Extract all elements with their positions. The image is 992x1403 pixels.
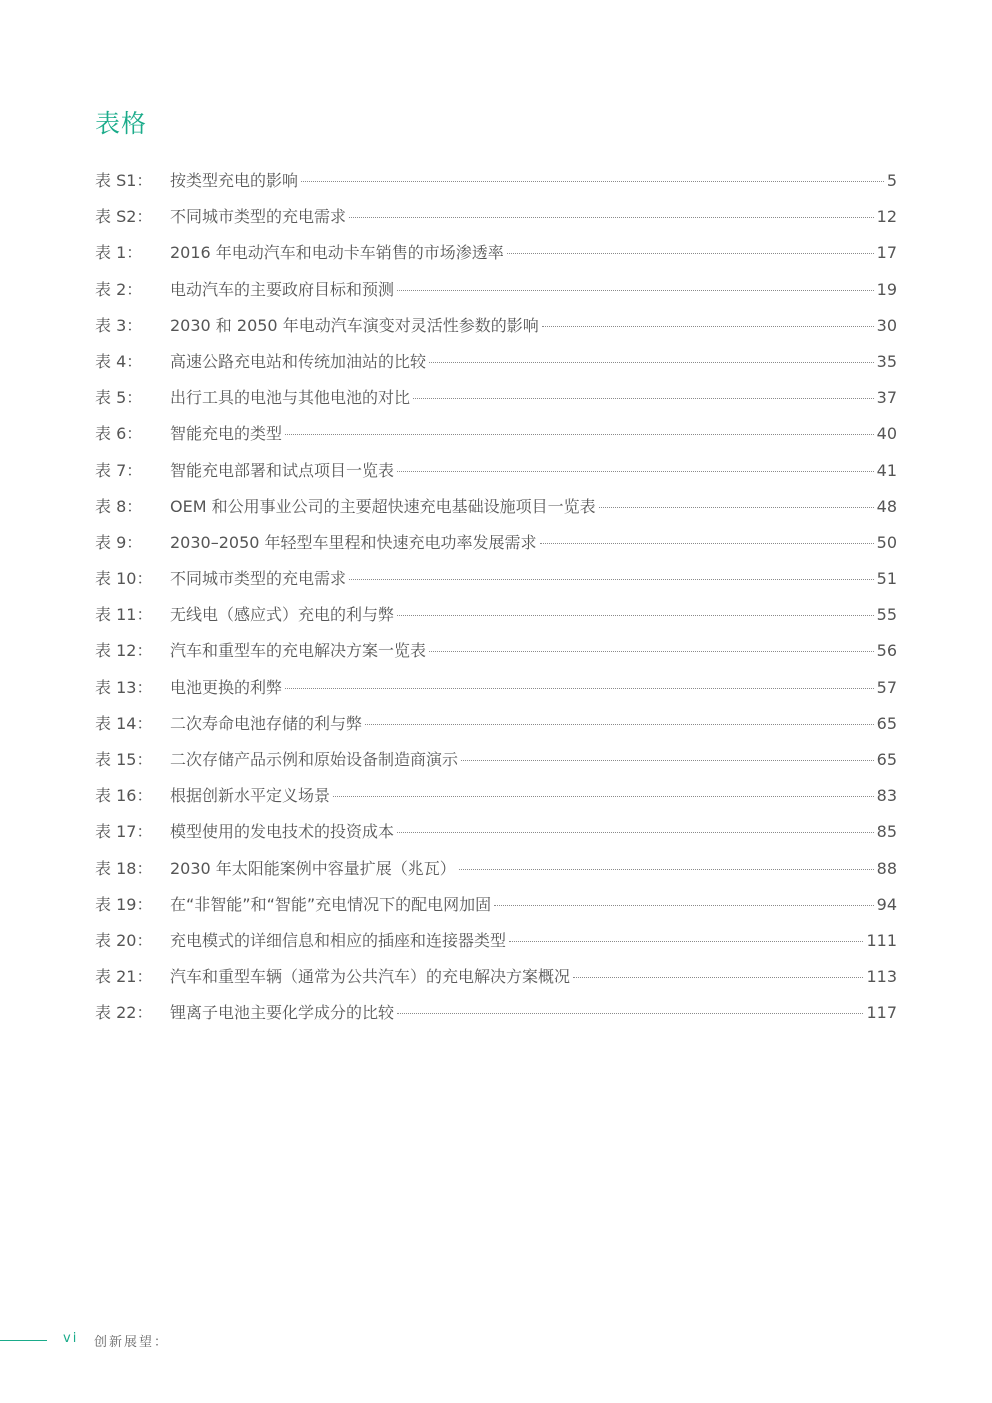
dot-leader bbox=[301, 181, 884, 182]
dot-leader bbox=[285, 434, 874, 435]
toc-entry[interactable] bbox=[95, 817, 897, 853]
dot-leader bbox=[429, 651, 874, 652]
toc-entry-label: 表 12： bbox=[95, 641, 153, 661]
toc-entry-page: 19 bbox=[876, 279, 897, 299]
toc-entry-title: 在“非智能”和“智能”充电情况下的配电网加固 bbox=[170, 894, 492, 914]
dot-leader bbox=[397, 290, 874, 291]
toc-entry-title: 不同城市类型的充电需求 bbox=[170, 569, 347, 589]
toc-entry[interactable] bbox=[95, 528, 897, 564]
toc-entry-page: 65 bbox=[876, 750, 897, 769]
toc-entry[interactable] bbox=[95, 202, 897, 238]
toc-entry-page: 85 bbox=[876, 822, 897, 842]
dot-leader bbox=[507, 253, 874, 254]
toc-entry-label: 表 9： bbox=[95, 532, 143, 552]
toc-entry[interactable] bbox=[95, 890, 897, 926]
toc-entry-label: 表 7： bbox=[95, 460, 143, 480]
toc-entry-title: 2030 和 2050 年电动汽车演变对灵活性参数的影响 bbox=[170, 315, 539, 335]
toc-entry-page: 50 bbox=[876, 532, 897, 552]
toc-entry[interactable] bbox=[95, 275, 897, 311]
toc-entry[interactable] bbox=[95, 564, 897, 600]
toc-entry-label: 表 22： bbox=[95, 1003, 153, 1023]
toc-entry[interactable] bbox=[95, 962, 897, 998]
dot-leader bbox=[573, 977, 863, 978]
toc-entry-page: 55 bbox=[876, 605, 897, 625]
toc-entry[interactable] bbox=[95, 709, 897, 745]
toc-entry-title: 不同城市类型的充电需求 bbox=[170, 207, 347, 227]
dot-leader bbox=[542, 326, 874, 327]
toc-entry-page: 41 bbox=[876, 460, 897, 480]
dot-leader bbox=[349, 579, 874, 580]
toc-entry-page: 117 bbox=[866, 1003, 897, 1023]
table-list bbox=[95, 166, 897, 1035]
toc-entry-title: 无线电（感应式）充电的利与弊 bbox=[170, 605, 395, 625]
toc-entry-title: 电动汽车的主要政府目标和预测 bbox=[170, 279, 395, 299]
dot-leader bbox=[397, 832, 874, 833]
toc-entry-page: 57 bbox=[876, 677, 897, 697]
toc-entry-title: 2030 年太阳能案例中容量扩展（兆瓦） bbox=[170, 858, 456, 878]
toc-entry[interactable] bbox=[95, 166, 897, 202]
toc-entry-title: 汽车和重型车的充电解决方案一览表 bbox=[170, 641, 427, 661]
dot-leader bbox=[461, 760, 874, 761]
toc-entry[interactable] bbox=[95, 456, 897, 492]
toc-entry-page: 37 bbox=[876, 388, 897, 408]
toc-entry-label: 表 16： bbox=[95, 786, 153, 806]
footer-rule bbox=[0, 1340, 47, 1341]
toc-entry-page: 48 bbox=[876, 496, 897, 516]
dot-leader bbox=[397, 1013, 863, 1014]
toc-entry-title: 智能充电部署和试点项目一览表 bbox=[170, 460, 395, 480]
toc-entry-label: 表 6： bbox=[95, 424, 143, 444]
toc-entry-page: 65 bbox=[876, 713, 897, 733]
toc-entry[interactable] bbox=[95, 311, 897, 347]
dot-leader bbox=[397, 615, 874, 616]
dot-leader bbox=[333, 796, 874, 797]
toc-entry-label: 表 21： bbox=[95, 967, 153, 987]
toc-entry-page: 17 bbox=[876, 243, 897, 263]
toc-entry-title: 按类型充电的影响 bbox=[170, 171, 299, 190]
toc-entry-page: 5 bbox=[886, 171, 897, 190]
toc-entry-label: 表 2： bbox=[95, 279, 143, 299]
toc-entry-title: 电池更换的利弊 bbox=[170, 677, 283, 697]
dot-leader bbox=[413, 398, 874, 399]
toc-entry-label: 表 4： bbox=[95, 351, 143, 371]
toc-entry-title: 二次寿命电池存储的利与弊 bbox=[170, 713, 363, 733]
toc-entry[interactable] bbox=[95, 347, 897, 383]
dot-leader bbox=[349, 217, 874, 218]
toc-entry-page: 35 bbox=[876, 351, 897, 371]
dot-leader bbox=[540, 543, 874, 544]
toc-entry-label: 表 5： bbox=[95, 388, 143, 408]
toc-entry-label: 表 15： bbox=[95, 750, 153, 769]
toc-entry-page: 83 bbox=[876, 786, 897, 806]
toc-entry-page: 88 bbox=[876, 858, 897, 878]
toc-entry[interactable] bbox=[95, 854, 897, 890]
toc-entry-label: 表 1： bbox=[95, 243, 143, 263]
toc-entry[interactable] bbox=[95, 926, 897, 962]
dot-leader bbox=[459, 869, 874, 870]
toc-entry-label: 表 S1： bbox=[95, 171, 153, 190]
dot-leader bbox=[285, 688, 874, 689]
toc-entry-title: 汽车和重型车辆（通常为公共汽车）的充电解决方案概况 bbox=[170, 967, 571, 987]
dot-leader bbox=[429, 362, 874, 363]
toc-entry-label: 表 18： bbox=[95, 858, 153, 878]
toc-entry-label: 表 20： bbox=[95, 930, 153, 950]
toc-entry-title: OEM 和公用事业公司的主要超快速充电基础设施项目一览表 bbox=[170, 496, 596, 516]
toc-entry[interactable] bbox=[95, 636, 897, 672]
toc-entry[interactable] bbox=[95, 673, 897, 709]
footer-page-number: vi bbox=[63, 1331, 79, 1346]
toc-entry-title: 出行工具的电池与其他电池的对比 bbox=[170, 388, 411, 408]
toc-entry-page: 40 bbox=[876, 424, 897, 444]
toc-entry-title: 充电模式的详细信息和相应的插座和连接器类型 bbox=[170, 930, 507, 950]
toc-entry-title: 锂离子电池主要化学成分的比较 bbox=[170, 1003, 395, 1023]
toc-entry[interactable] bbox=[95, 419, 897, 455]
toc-entry[interactable] bbox=[95, 238, 897, 274]
dot-leader bbox=[509, 941, 863, 942]
toc-entry-page: 51 bbox=[876, 569, 897, 589]
toc-entry-page: 30 bbox=[876, 315, 897, 335]
toc-entry-title: 高速公路充电站和传统加油站的比较 bbox=[170, 351, 427, 371]
dot-leader bbox=[397, 471, 874, 472]
toc-entry-label: 表 10： bbox=[95, 569, 153, 589]
toc-entry-label: 表 8： bbox=[95, 496, 143, 516]
toc-entry[interactable] bbox=[95, 600, 897, 636]
toc-entry-page: 113 bbox=[866, 967, 897, 987]
toc-entry-title: 模型使用的发电技术的投资成本 bbox=[170, 822, 395, 842]
footer-title: 创新展望： bbox=[94, 1335, 170, 1350]
dot-leader bbox=[494, 905, 873, 906]
toc-entry[interactable] bbox=[95, 383, 897, 419]
dot-leader bbox=[599, 507, 874, 508]
dot-leader bbox=[365, 724, 874, 725]
toc-entry-page: 111 bbox=[866, 930, 897, 950]
section-heading: 表格 bbox=[95, 109, 148, 138]
toc-entry-label: 表 11： bbox=[95, 605, 153, 625]
toc-entry-label: 表 17： bbox=[95, 822, 153, 842]
toc-entry[interactable] bbox=[95, 781, 897, 817]
toc-entry-title: 2016 年电动汽车和电动卡车销售的市场渗透率 bbox=[170, 243, 504, 263]
toc-entry-page: 56 bbox=[876, 641, 897, 661]
toc-entry-title: 智能充电的类型 bbox=[170, 424, 283, 444]
toc-entry-label: 表 19： bbox=[95, 894, 153, 914]
toc-entry-title: 根据创新水平定义场景 bbox=[170, 786, 331, 806]
toc-entry-label: 表 14： bbox=[95, 713, 153, 733]
toc-entry-title: 2030–2050 年轻型车里程和快速充电功率发展需求 bbox=[170, 532, 537, 552]
toc-entry-page: 94 bbox=[876, 894, 897, 914]
toc-entry-page: 12 bbox=[876, 207, 897, 227]
toc-entry-label: 表 S2： bbox=[95, 207, 153, 227]
toc-entry-title: 二次存储产品示例和原始设备制造商演示 bbox=[170, 750, 459, 769]
toc-entry[interactable] bbox=[95, 492, 897, 528]
toc-entry-label: 表 3： bbox=[95, 315, 143, 335]
toc-entry-label: 表 13： bbox=[95, 677, 153, 697]
toc-entry[interactable] bbox=[95, 745, 897, 781]
toc-entry[interactable] bbox=[95, 998, 897, 1034]
